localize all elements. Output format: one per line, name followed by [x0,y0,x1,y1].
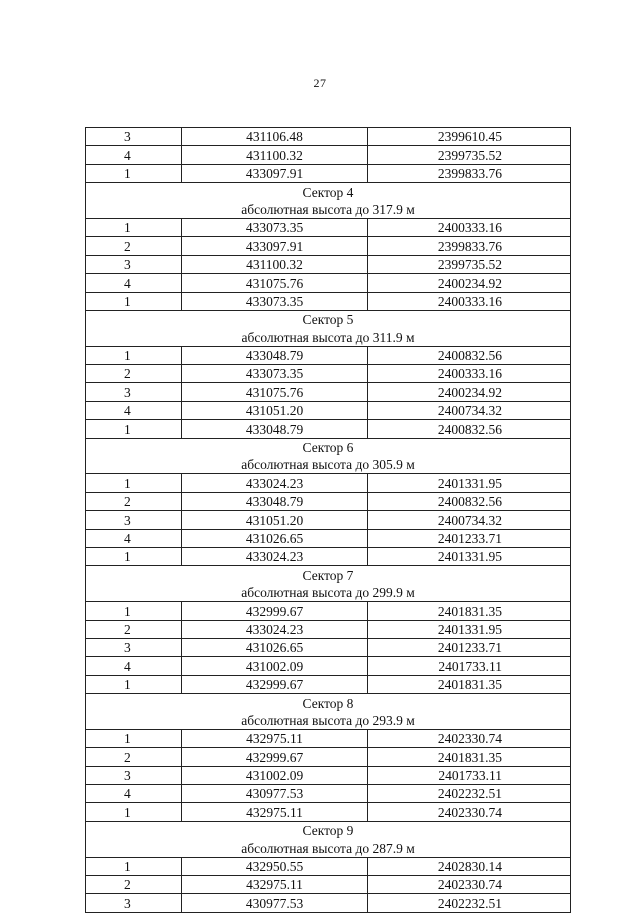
point-number: 1 [86,857,182,875]
table-row [86,164,571,182]
y-coordinate: 2399735.52 [368,255,571,273]
table-row [86,547,571,565]
point-number: 3 [86,383,182,401]
sector-title: Сектор 4 [86,183,571,201]
table-row [86,492,571,510]
y-coordinate: 2399735.52 [368,146,571,164]
sector-title-row [86,821,571,839]
sector-title-row [86,566,571,584]
table-row [86,511,571,529]
point-number: 3 [86,128,182,146]
y-coordinate: 2401733.11 [368,657,571,675]
table-row [86,748,571,766]
point-number: 1 [86,164,182,182]
sector-height: абсолютная высота до 299.9 м [86,584,571,602]
point-number: 1 [86,346,182,364]
table-row [86,675,571,693]
x-coordinate: 433024.23 [182,547,368,565]
y-coordinate: 2400234.92 [368,383,571,401]
x-coordinate: 432999.67 [182,675,368,693]
x-coordinate: 431026.65 [182,529,368,547]
y-coordinate: 2401233.71 [368,638,571,656]
x-coordinate: 431051.20 [182,401,368,419]
y-coordinate: 2400832.56 [368,492,571,510]
sector-height: абсолютная высота до 305.9 м [86,456,571,474]
page-number: 27 [313,76,327,90]
sector-height: абсолютная высота до 293.9 м [86,712,571,730]
sector-height: абсолютная высота до 311.9 м [86,328,571,346]
y-coordinate: 2400832.56 [368,346,571,364]
table-row [86,383,571,401]
x-coordinate: 431002.09 [182,657,368,675]
x-coordinate: 431051.20 [182,511,368,529]
sector-height-row [86,839,571,857]
table-row [86,766,571,784]
table-row [86,620,571,638]
x-coordinate: 432999.67 [182,602,368,620]
y-coordinate: 2402330.74 [368,729,571,747]
table-row [86,365,571,383]
point-number: 1 [86,803,182,821]
table-row [86,803,571,821]
point-number: 2 [86,365,182,383]
sector-title: Сектор 7 [86,566,571,584]
table-row [86,401,571,419]
point-number: 3 [86,766,182,784]
table-row [86,274,571,292]
sector-height-row [86,201,571,219]
table-row [86,657,571,675]
y-coordinate: 2400734.32 [368,401,571,419]
y-coordinate: 2401233.71 [368,529,571,547]
sector-height-row [86,584,571,602]
table-row [86,529,571,547]
x-coordinate: 432975.11 [182,876,368,894]
table-row [86,729,571,747]
y-coordinate: 2400333.16 [368,218,571,236]
point-number: 1 [86,474,182,492]
table-row [86,857,571,875]
x-coordinate: 431100.32 [182,146,368,164]
x-coordinate: 433073.35 [182,218,368,236]
x-coordinate: 432975.11 [182,729,368,747]
table-row [86,602,571,620]
table-row [86,146,571,164]
y-coordinate: 2401331.95 [368,474,571,492]
point-number: 3 [86,638,182,656]
y-coordinate: 2401831.35 [368,602,571,620]
x-coordinate: 433073.35 [182,365,368,383]
point-number: 2 [86,492,182,510]
table-row [86,255,571,273]
y-coordinate: 2399610.45 [368,128,571,146]
point-number: 4 [86,274,182,292]
point-number: 1 [86,292,182,310]
y-coordinate: 2402330.74 [368,803,571,821]
x-coordinate: 433073.35 [182,292,368,310]
sector-height: абсолютная высота до 287.9 м [86,839,571,857]
y-coordinate: 2401831.35 [368,748,571,766]
point-number: 2 [86,620,182,638]
x-coordinate: 433024.23 [182,620,368,638]
y-coordinate: 2400234.92 [368,274,571,292]
point-number: 3 [86,894,182,912]
point-number: 3 [86,511,182,529]
point-number: 1 [86,547,182,565]
point-number: 1 [86,420,182,438]
y-coordinate: 2400333.16 [368,365,571,383]
y-coordinate: 2400333.16 [368,292,571,310]
table-row [86,346,571,364]
table-row [86,420,571,438]
sector-height-row [86,712,571,730]
table-row [86,785,571,803]
y-coordinate: 2402330.74 [368,876,571,894]
x-coordinate: 431100.32 [182,255,368,273]
coordinates-table [85,127,571,913]
table-row [86,638,571,656]
x-coordinate: 431106.48 [182,128,368,146]
coordinates-table-body [86,128,571,913]
x-coordinate: 433048.79 [182,492,368,510]
x-coordinate: 432950.55 [182,857,368,875]
sector-title-row [86,438,571,456]
table-row [86,474,571,492]
point-number: 2 [86,876,182,894]
x-coordinate: 430977.53 [182,785,368,803]
y-coordinate: 2401733.11 [368,766,571,784]
point-number: 4 [86,401,182,419]
point-number: 4 [86,785,182,803]
y-coordinate: 2400734.32 [368,511,571,529]
x-coordinate: 430977.53 [182,894,368,912]
sector-height-row [86,456,571,474]
sector-title-row [86,694,571,712]
point-number: 1 [86,675,182,693]
x-coordinate: 432999.67 [182,748,368,766]
sector-title-row [86,183,571,201]
y-coordinate: 2399833.76 [368,164,571,182]
table-row [86,218,571,236]
y-coordinate: 2401331.95 [368,620,571,638]
sector-title: Сектор 8 [86,694,571,712]
table-row [86,876,571,894]
table-row [86,237,571,255]
x-coordinate: 433024.23 [182,474,368,492]
sector-title-row [86,310,571,328]
x-coordinate: 431075.76 [182,383,368,401]
table-row [86,894,571,912]
sector-title: Сектор 5 [86,310,571,328]
y-coordinate: 2400832.56 [368,420,571,438]
point-number: 4 [86,146,182,164]
point-number: 4 [86,529,182,547]
sector-title: Сектор 9 [86,821,571,839]
x-coordinate: 433097.91 [182,164,368,182]
x-coordinate: 431002.09 [182,766,368,784]
sector-height: абсолютная высота до 317.9 м [86,201,571,219]
table-row [86,128,571,146]
x-coordinate: 433097.91 [182,237,368,255]
y-coordinate: 2399833.76 [368,237,571,255]
x-coordinate: 433048.79 [182,346,368,364]
x-coordinate: 431026.65 [182,638,368,656]
sector-height-row [86,328,571,346]
point-number: 2 [86,237,182,255]
y-coordinate: 2402232.51 [368,894,571,912]
x-coordinate: 432975.11 [182,803,368,821]
table-row [86,292,571,310]
y-coordinate: 2402232.51 [368,785,571,803]
point-number: 3 [86,255,182,273]
point-number: 2 [86,748,182,766]
point-number: 1 [86,218,182,236]
point-number: 4 [86,657,182,675]
point-number: 1 [86,729,182,747]
y-coordinate: 2402830.14 [368,857,571,875]
x-coordinate: 431075.76 [182,274,368,292]
y-coordinate: 2401331.95 [368,547,571,565]
sector-title: Сектор 6 [86,438,571,456]
y-coordinate: 2401831.35 [368,675,571,693]
x-coordinate: 433048.79 [182,420,368,438]
point-number: 1 [86,602,182,620]
